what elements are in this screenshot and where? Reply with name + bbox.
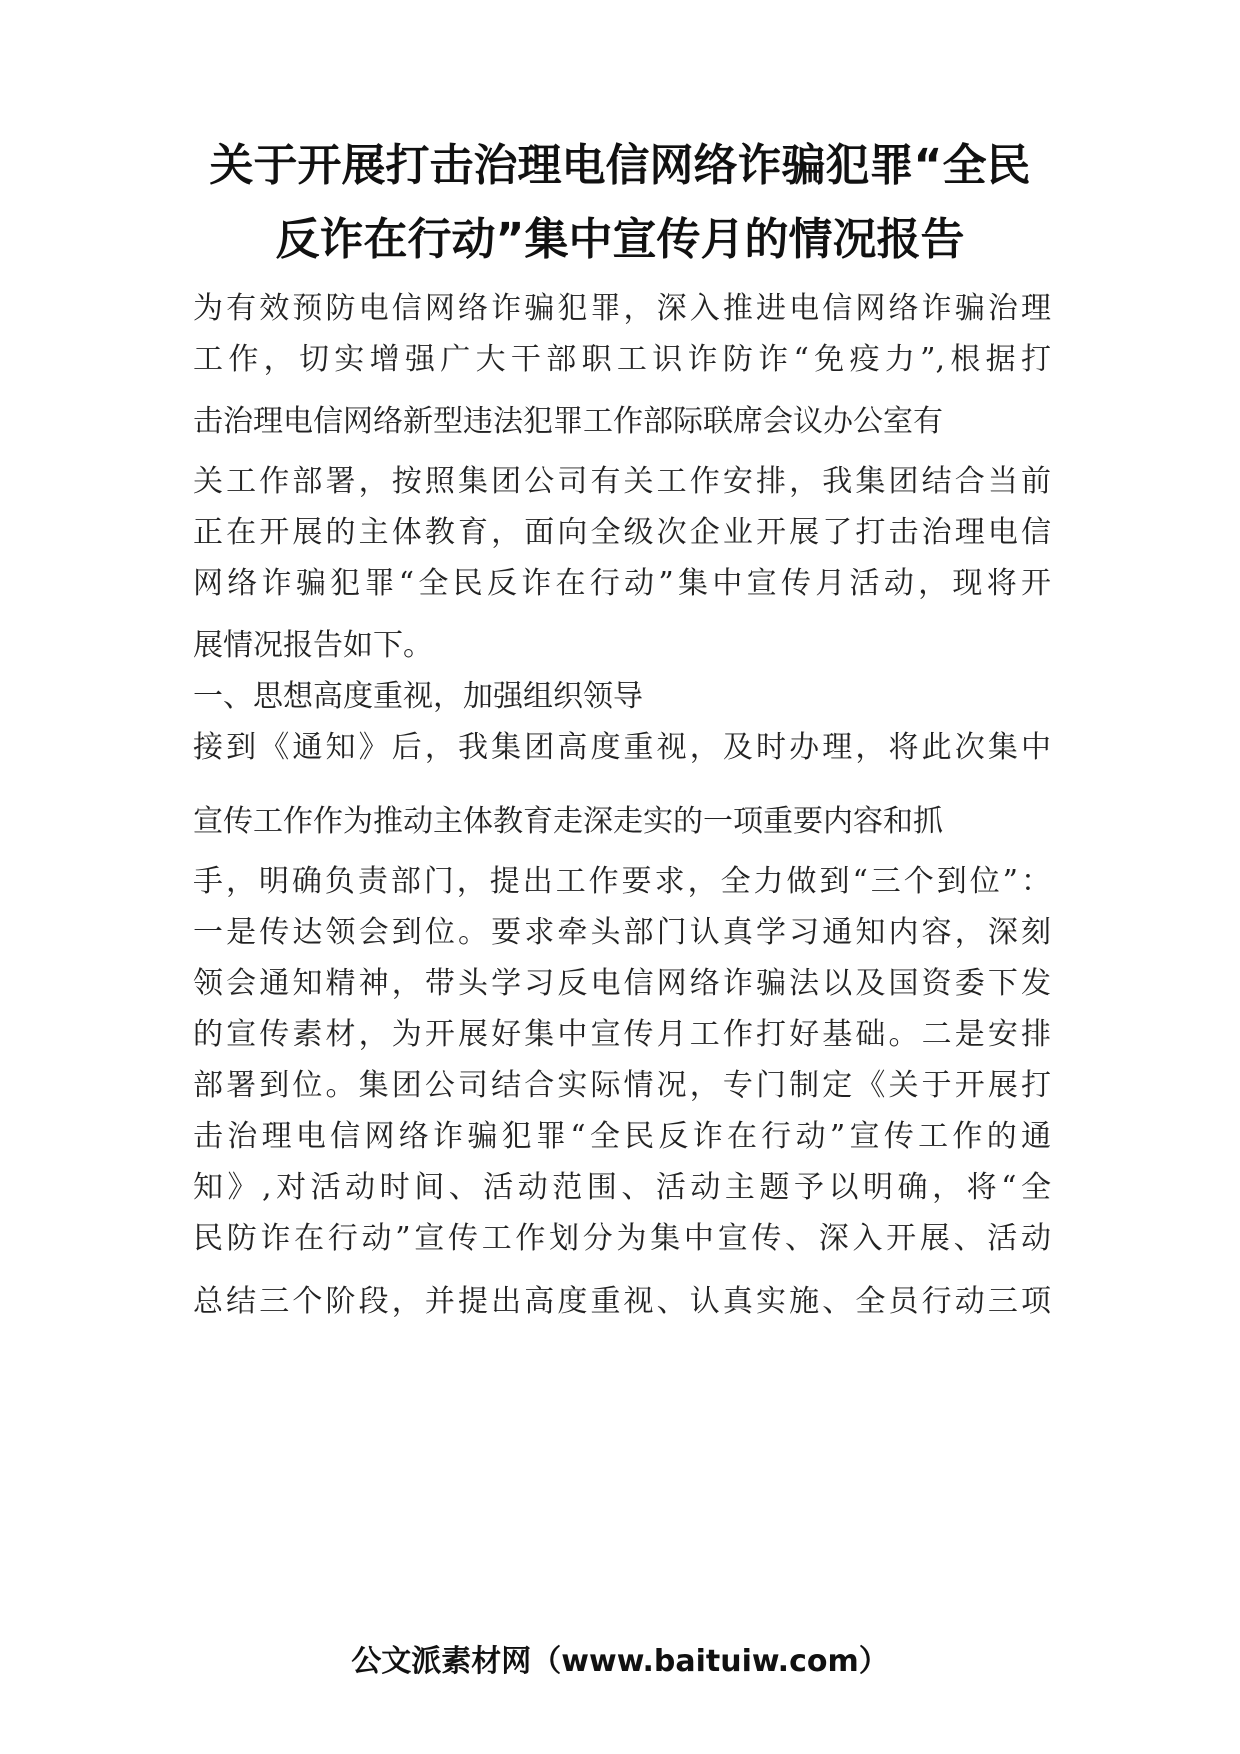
body-line: 击治理电信网络新型违法犯罪工作部际联席会议办公室有	[193, 404, 943, 439]
body-line: 的宣传素材，为开展好集中宣传月工作打好基础。二是安排	[193, 1017, 1051, 1052]
body-line: 宣传工作作为推动主体教育走深走实的一项重要内容和抓	[193, 804, 943, 839]
source-footer: 公文派素材网（www.baituiw.com）	[351, 1644, 889, 1679]
body-line: 领会通知精神，带头学习反电信网络诈骗法以及国资委下发	[193, 966, 1051, 1001]
body-line: 网络诈骗犯罪“全民反诈在行动”集中宣传月活动，现将开	[193, 566, 1051, 601]
section-heading: 一、思想高度重视，加强组织领导	[193, 679, 643, 714]
body-line: 知》,对活动时间、活动范围、活动主题予以明确，将“全	[193, 1170, 1051, 1205]
body-line: 工作，切实增强广大干部职工识诈防诈“免疫力”,根据打	[193, 342, 1051, 377]
document-title-line-1: 关于开展打击治理电信网络诈骗犯罪“全民	[209, 140, 1031, 191]
body-line: 民防诈在行动”宣传工作划分为集中宣传、深入开展、活动	[193, 1221, 1051, 1256]
body-line: 为有效预防电信网络诈骗犯罪，深入推进电信网络诈骗治理	[193, 291, 1051, 326]
body-line: 接到《通知》后，我集团高度重视，及时办理，将此次集中	[193, 730, 1051, 765]
body-line: 总结三个阶段，并提出高度重视、认真实施、全员行动三项	[193, 1284, 1051, 1319]
body-line: 击治理电信网络诈骗犯罪“全民反诈在行动”宣传工作的通	[193, 1119, 1051, 1154]
body-line: 部署到位。集团公司结合实际情况，专门制定《关于开展打	[193, 1068, 1051, 1103]
body-line: 手，明确负责部门，提出工作要求，全力做到“三个到位”：	[193, 864, 1051, 899]
body-line: 正在开展的主体教育，面向全级次企业开展了打击治理电信	[193, 515, 1051, 550]
body-line: 关工作部署，按照集团公司有关工作安排，我集团结合当前	[193, 464, 1051, 499]
document-title-line-2: 反诈在行动”集中宣传月的情况报告	[275, 214, 965, 265]
body-line: 展情况报告如下。	[193, 628, 433, 663]
body-line: 一是传达领会到位。要求牵头部门认真学习通知内容，深刻	[193, 915, 1051, 950]
